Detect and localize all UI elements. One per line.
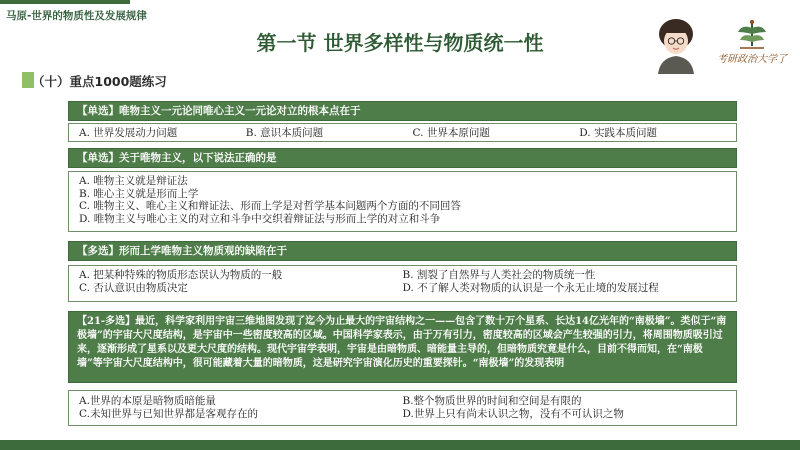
q1-option-c[interactable]: C. 世界本原问题 <box>412 127 490 139</box>
question-1-stem: 【单选】唯物主义一元论同唯心主义一元论对立的根本点在于 <box>68 101 737 121</box>
avatar-body <box>658 56 694 74</box>
q4-option-a[interactable]: A.世界的本原是暗物质暗能量 <box>79 395 216 407</box>
q4-option-c[interactable]: C.未知世界与已知世界都是客观存在的 <box>79 408 258 420</box>
q1-option-b[interactable]: B. 意识本质问题 <box>245 127 324 139</box>
section-heading <box>22 70 242 90</box>
q2-option-c[interactable]: C. 唯物主义、唯心主义和辩证法、形而上学是对哲学基本问题两个方面的不同回答 <box>79 200 461 212</box>
question-1-options <box>68 123 737 142</box>
page-title: 第一节 世界多样性与物质统一性 <box>256 31 544 55</box>
question-2-stem: 【单选】关于唯物主义，以下说法正确的是 <box>68 148 737 168</box>
q3-option-a[interactable]: A. 把某种特殊的物质形态误认为物质的一般 <box>79 269 283 281</box>
avatar-fringe <box>663 24 689 33</box>
question-2-options <box>68 171 737 232</box>
q1-option-d[interactable]: D. 实践本质问题 <box>579 127 657 139</box>
q3-option-b[interactable]: B. 割裂了自然界与人类社会的物质统一性 <box>402 269 596 281</box>
q1-option-a[interactable]: A. 世界发展动力问题 <box>79 127 178 139</box>
q3-option-c[interactable]: C. 否认意识由物质决定 <box>79 282 188 294</box>
question-4-stem: 【21-多选】最近，科学家利用宇宙三维地图发现了迄今为止最大的宇宙结构之一——包含了数十万个星系、长达14亿光年的“南极墙”。类似于“南极墙”的宇宙大尺度结构，是宇宙中一些密度较高的区域。中国科学家表示，由于万有引力，密度较高的区域会产生较强的引力，将周围物质吸引过来，逐渐形成了星系以及更大尺度的结构。现代宇宙学表明，宇宙是由暗物质、暗能量主导的，但暗物质究竟是什么，目前不得而知，在“南极墙”等宇宙大尺度结构中，很可能藏着大量的暗物质，这是研究宇宙演化历史的重要探针。“南极墙”的发现表明 <box>68 311 737 383</box>
teacher-avatar <box>652 16 700 74</box>
question-3-options <box>68 265 737 302</box>
q4-option-d[interactable]: D.世界上只有尚未认识之物，没有不可认识之物 <box>402 408 624 420</box>
logo-text: 考研政治大学了 <box>717 54 787 65</box>
brand-logo <box>712 18 792 70</box>
q2-option-a[interactable]: A. 唯物主义就是辩证法 <box>79 175 188 187</box>
q2-option-d[interactable]: D. 唯物主义与唯心主义的对立和斗争中交织着辩证法与形而上学的对立和斗争 <box>79 212 441 225</box>
top-accent-stripe <box>0 0 130 4</box>
bottom-accent-bar <box>0 440 800 450</box>
q3-option-d[interactable]: D. 不了解人类对物质的认识是一个永无止境的发展过程 <box>402 282 659 294</box>
q4-option-b[interactable]: B.整个物质世界的时间和空间是有限的 <box>402 395 582 407</box>
question-3-stem: 【多选】形而上学唯物主义物质观的缺陷在于 <box>68 241 737 261</box>
logo-emblem-icon <box>712 18 792 52</box>
q2-option-b[interactable]: B. 唯心主义就是形而上学 <box>79 187 199 200</box>
question-4-options <box>68 390 737 426</box>
course-title: 马原-世界的物质性及发展规律 <box>6 10 147 22</box>
section-label: （十）重点1000题练习 <box>32 74 167 89</box>
